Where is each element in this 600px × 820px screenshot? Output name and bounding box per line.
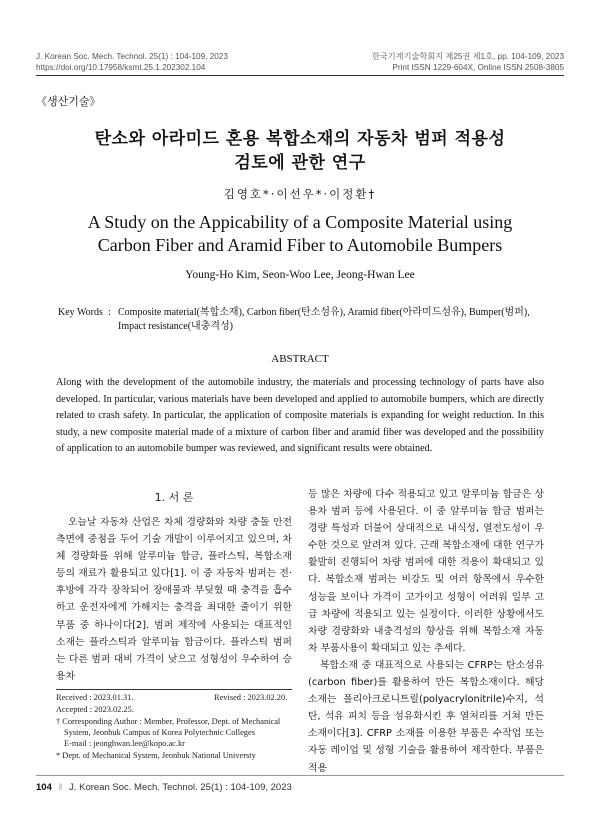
authors-english: Young-Ho Kim, Seon-Woo Lee, Jeong-Hwan Lee	[185, 269, 415, 281]
intro-left-column-text: 오늘날 자동차 산업은 차체 경량화와 차량 충돌 안전측면에 중점을 두어 기술 개발이 이루어지고 있으며, 차체 경량화를 위해 알루미늄 합금, 플라스틱, 복합소재 등의 재료가 활용되고 있다[1]. 이 중 자동차 범퍼는 전·후방에 각각 장착되어 장애물과 부딪혔 때 충격을 흡수하고 운전자에게 가해지는 충격을 최대한 줄이기 위한 부품 중 하나이다[2]. 범퍼 제작에 사용되는 대표적인 소재는 플라스틱과 알루미늄 합금이다. 플라스틱 범퍼는 다른 범퍼 대비 가격이 낮으고 성형성이 우수하여 승용차	[56, 517, 292, 682]
keywords-line2: Impact resistance(내충격성)	[118, 321, 233, 332]
header-journal-korean: 한국기계기술학회지 제25권 제1호, pp. 104-109, 2023	[371, 52, 564, 61]
authors-korean: 김영호*·이선우*·이정환†	[223, 187, 377, 201]
abstract-heading: ABSTRACT	[271, 353, 329, 365]
title-korean-line2: 검토에 관한 연구	[234, 153, 366, 173]
header-journal-citation: J. Korean Soc. Mech. Technol. 25(1) : 104-109, 2023	[36, 52, 228, 61]
abstract-text: Along with the development of the automobile industry, the materials and processing technology of parts have also developed. In particular, various materials have been developed and applied to automobile bumpers, which are directly related to crash safety. In particular, the application of composite materials is expanding for weight reduction. In this study, a new composite material made of a mixture of carbon fiber and aramid fiber was developed and the possibility of application to an automobile bumper was reviewed, and significant results were obtained.	[56, 377, 544, 455]
title-english-line2: Carbon Fiber and Aramid Fiber to Automobile Bumpers	[97, 235, 503, 255]
footer-separator: ‖	[58, 782, 63, 793]
header-doi-link[interactable]: https://doi.org/10.17958/ksmt.25.1.202302.104	[36, 63, 206, 72]
footnote-corresponding-line1: † Corresponding Author : Member, Professor, Dept. of Mechanical	[56, 717, 281, 726]
footnote-corresponding-line2: System, Jeonbuk Campus of Korea Polytechnic Colleges	[64, 728, 255, 737]
footer	[36, 782, 292, 793]
footnote-revised: Revised : 2023.02.20.	[214, 693, 288, 702]
footnote-rule	[56, 689, 292, 690]
article-category: 《생산기술》	[36, 95, 101, 108]
keywords-block	[58, 306, 558, 336]
footnote-department: * Dept. of Mechanical System, Jeonbuk National Universty	[56, 751, 256, 760]
footer-page-number: 104	[36, 782, 52, 793]
header-issn: Print ISSN 1229-604X, Online ISSN 2508-3805	[392, 63, 564, 72]
footnote-accepted: Accepted : 2023.02.25.	[56, 705, 134, 714]
section-heading-introduction: 1. 서 론	[154, 491, 194, 504]
footer-journal: J. Korean Soc. Mech. Technol. 25(1) : 104-109, 2023	[69, 782, 292, 793]
keywords-line1: Composite material(복합소재), Carbon fiber(탄소섬유), Aramid fiber(아라미드섬유), Bumper(범퍼),	[118, 307, 530, 318]
footnote-received: Received : 2023.01.31.	[56, 693, 134, 702]
header-rule	[36, 75, 564, 76]
title-korean-line1: 탄소와 아라미드 혼용 복합소재의 자동차 범퍼 적용성	[94, 129, 506, 149]
intro-right-column-text-1: 등 많은 차량에 다수 적용되고 있고 알루미늄 합금은 상용차 범퍼 등에 사용된다. 이 중 알루미늄 합금 범퍼는 경량 특성과 더불어 상대적으로 내식성, 열전도성이 우수한 것으로 알려져 있다. 근래 복합소재에 대한 연구가 활발히 진행되어 차량 범퍼에 대한 적용이 확대되고 있다. 복합소재 범퍼는 비강도 및 여러 항목에서 우수한 성능을 보이나 가격이 고가이고 성형이 어려워 일부 고급 차량에 적용되고 있는 실정이다. 이러한 상황에서도 차량 경량화와 내충격성의 향상을 위해 복합소재 자동차 부품사용이 확대되고 있는 추세다.	[308, 489, 544, 654]
keywords-colon: :	[108, 307, 111, 318]
keywords-list	[118, 306, 558, 334]
title-english-line1: A Study on the Appicability of a Composite Material using	[87, 212, 513, 232]
footnote-email[interactable]: E-mail : jeonghwan.lee@kopo.ac.kr	[64, 739, 185, 748]
keywords-label: Key Words	[58, 307, 103, 318]
intro-right-column-text-2: 복합소재 중 대표적으로 사용되는 CFRP는 탄소섬유(carbon fiber)를 활용하여 만든 복합소재이다. 해당 소재는 폴리아크로니트릴(polyacrylonitrile)수지, 석탄, 석유 피치 등을 섬유화시킨 후 열처리를 거쳐 만든 소재이다[3]. CFRP 소재를 이용한 부품은 수작업 또는 자동 레이업 및 성형 기술을 활용하여 제작한다. 부품은 적용	[308, 660, 544, 774]
footer-rule	[36, 775, 564, 776]
